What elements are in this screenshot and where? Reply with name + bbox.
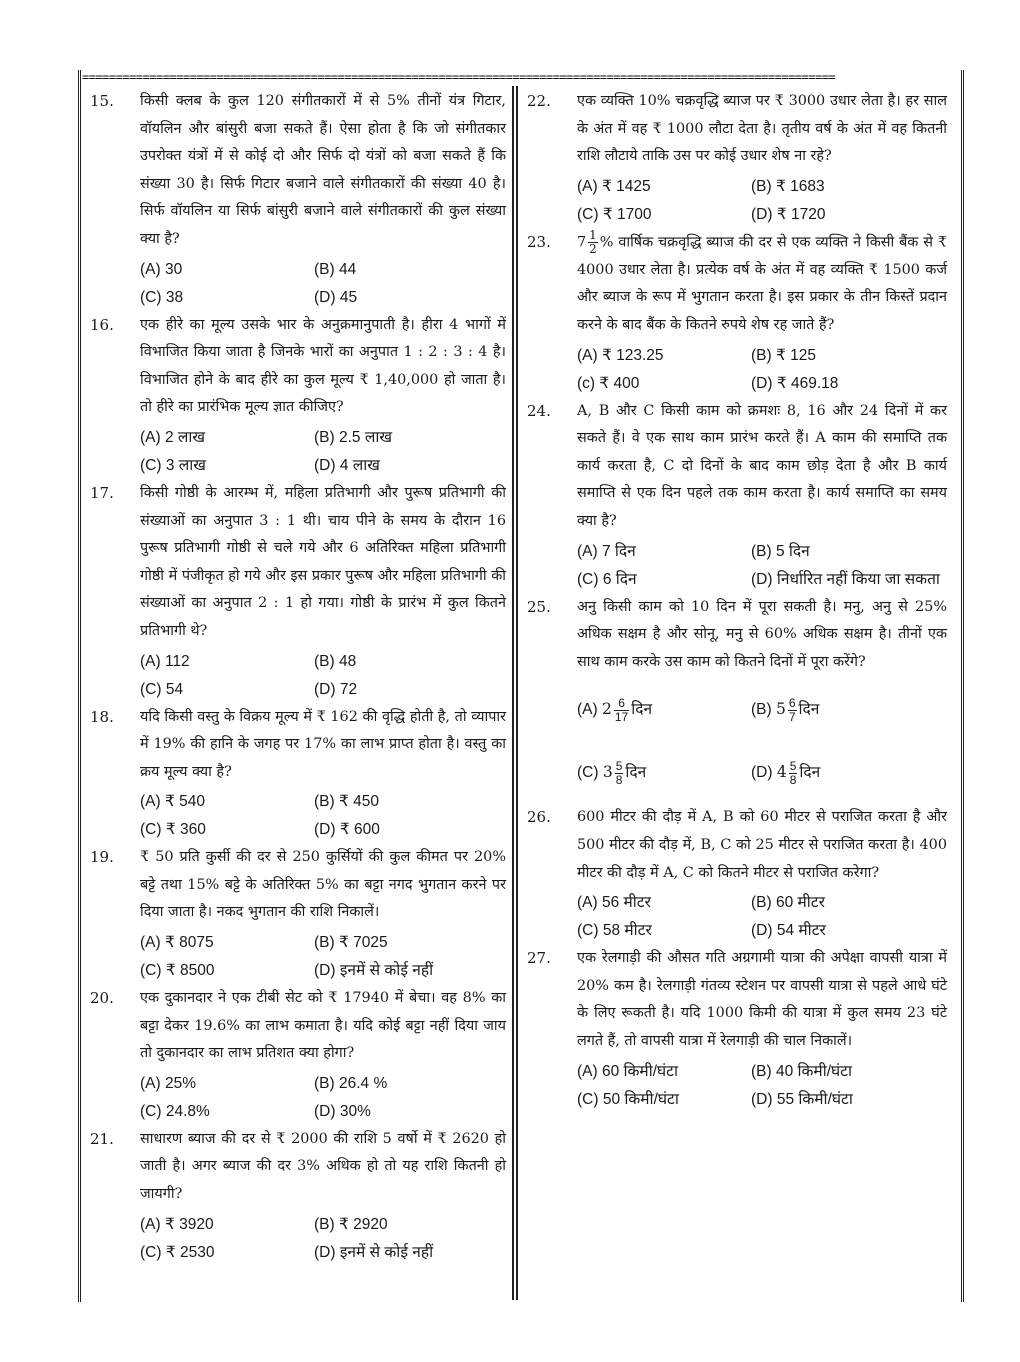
option-c[interactable]: (C) 24.8% xyxy=(140,1102,210,1120)
question-19 xyxy=(88,844,506,985)
options xyxy=(577,1058,947,1114)
question-text: A, B और C किसी काम को क्रमशः 8, 16 और 24 दिनों में कर सकते हैं। वे एक साथ काम प्रारंभ करते हैं। A काम की समाप्ति तक कार्य करता है, C दो दिनों के बाद काम छोड़ देता है और B कार्य समाप्ति से एक दिन पहले तक काम करता है। कार्य समाप्ति का समय क्या है? xyxy=(577,402,947,530)
option-d[interactable]: (D) 4 लाख xyxy=(314,456,380,474)
option-c[interactable]: (C) ₹ 8500 xyxy=(140,962,215,980)
options xyxy=(140,788,506,844)
question-number: 19. xyxy=(90,848,114,867)
option-b[interactable]: (B) ₹ 450 xyxy=(314,793,379,811)
option-c[interactable]: (C) ₹ 2530 xyxy=(140,1243,215,1261)
question-number: 21. xyxy=(90,1129,114,1148)
option-d[interactable]: (D) ₹ 1720 xyxy=(751,205,826,223)
top-border: ================================================================================================================ xyxy=(82,70,836,84)
question-number: 24. xyxy=(527,401,551,420)
option-b[interactable]: (B) 44 xyxy=(314,260,357,278)
option-a[interactable]: (A) 112 xyxy=(140,652,190,670)
whole: 2 xyxy=(601,700,612,719)
numerator: 6 xyxy=(788,695,796,710)
option-a[interactable]: (A) 25% xyxy=(140,1074,196,1092)
question-number: 15. xyxy=(90,92,114,110)
question-15 xyxy=(88,88,506,312)
question-text: एक हीरे का मूल्य उसके भार के अनुक्रमानुपाती है। हीरा 4 भागों में विभाजित किया जाता है जिनके भारों का अनुपात 1 : 2 : 3 : 4 है। विभाजित होने के बाद हीरे का कुल मूल्य ₹ 1,40,000 हो जाता है। तो हीरे का प्रारंभिक मूल्य ज्ञात कीजिए? xyxy=(140,316,506,416)
question-26 xyxy=(525,804,947,945)
option-d[interactable]: (D) ₹ 469.18 xyxy=(751,374,839,392)
option-c[interactable]: (C) 58 मीटर xyxy=(577,922,652,940)
denominator: 17 xyxy=(614,709,629,724)
options xyxy=(577,342,947,398)
option-d[interactable]: (D) निर्धारित नहीं किया जा सकता xyxy=(751,570,940,588)
option-b[interactable]: (B) ₹ 125 xyxy=(751,346,816,364)
question-text: ₹ 50 प्रति कुर्सी की दर से 250 कुर्सियों की कुल कीमत पर 20% बट्टे तथा 15% बट्टे के अतिरिक्त 5% का बट्टा नगद भुगतान करने पर दिया जाता है। नकद भुगतान की राशि निकालें। xyxy=(140,849,506,921)
denominator: 8 xyxy=(615,772,623,787)
question-text: यदि किसी वस्तु के विक्रय मूल्य में ₹ 162 की वृद्धि होती है, तो व्यापार में 19% की हानि के जगह पर 17% का लाभ प्राप्त होता है। वस्तु का क्रय मूल्य क्या है? xyxy=(140,708,506,780)
question-text: किसी क्लब के कुल 120 संगीतकारों में से 5% तीनों यंत्र गिटार, वॉयलिन और बांसुरी बजा सकते हैं। ऐसा होता है कि जो संगीतकार उपरोक्त यंत्रों में से कोई दो और सिर्फ दो यंत्रों को बजा सकते हैं कि संख्या 30 है। सिर्फ गिटार बजाने वाले संगीतकारों की संख्या 40 है। सिर्फ वॉयलिन या सिर्फ बांसुरी बजाने वाले संगीतकारों की कुल संख्या क्या है? xyxy=(140,93,506,247)
option-d[interactable]: (D) 30% xyxy=(314,1102,371,1120)
question-21 xyxy=(88,1126,506,1267)
whole: 5 xyxy=(775,700,786,719)
option-c[interactable]: (C) ₹ 1700 xyxy=(577,205,652,223)
option-a[interactable]: (A) ₹ 540 xyxy=(140,793,205,811)
option-b[interactable]: (B) 60 मीटर xyxy=(751,894,825,912)
option-a[interactable]: (A) ₹ 1425 xyxy=(577,177,651,195)
option-d[interactable]: (D) 72 xyxy=(314,680,358,698)
question-number: 17. xyxy=(90,483,114,502)
rate-numerator: 1 xyxy=(589,227,597,242)
question-text xyxy=(577,229,947,340)
option-label: (D) xyxy=(751,764,773,782)
option-d[interactable]: (D) 54 मीटर xyxy=(751,922,826,940)
rate-whole: 7 xyxy=(577,234,587,251)
question-22 xyxy=(525,88,947,229)
fraction xyxy=(789,760,798,787)
unit: दिन xyxy=(625,764,647,782)
option-b[interactable]: (B) 5 दिन xyxy=(751,542,810,560)
option-a[interactable] xyxy=(577,678,751,741)
unit: दिन xyxy=(798,701,820,719)
option-a[interactable]: (A) ₹ 3920 xyxy=(140,1215,214,1233)
question-text: एक दुकानदार ने एक टीबी सेट को ₹ 17940 में बेचा। वह 8% का बट्टा देकर 19.6% का लाभ कमाता है। यदि कोई बट्टा नहीं दिया जाय तो दुकानदार का लाभ प्रतिशत क्या होगा? xyxy=(140,990,506,1062)
option-label: (A) xyxy=(577,701,598,719)
option-b[interactable]: (B) 40 किमी/घंटा xyxy=(751,1062,853,1080)
option-c[interactable]: (C) 6 दिन xyxy=(577,570,637,588)
options xyxy=(577,173,947,229)
option-a[interactable]: (A) 7 दिन xyxy=(577,542,636,560)
options xyxy=(140,1211,506,1267)
options xyxy=(577,538,947,594)
option-c[interactable] xyxy=(577,741,751,804)
option-a[interactable]: (A) 30 xyxy=(140,260,183,278)
column-divider xyxy=(512,86,518,1300)
option-b[interactable]: (B) 2.5 लाख xyxy=(314,428,393,446)
option-c[interactable]: (C) ₹ 360 xyxy=(140,821,206,839)
options xyxy=(140,256,506,312)
unit: दिन xyxy=(631,701,653,719)
denominator: 7 xyxy=(788,709,796,724)
question-number: 26. xyxy=(527,808,551,827)
option-a[interactable]: (A) ₹ 123.25 xyxy=(577,346,664,364)
options xyxy=(140,929,506,985)
option-b[interactable] xyxy=(751,678,947,741)
question-number: 18. xyxy=(90,707,114,726)
question-27 xyxy=(525,945,947,1113)
question-number: 23. xyxy=(527,232,551,251)
question-text: किसी गोष्ठी के आरम्भ में, महिला प्रतिभागी और पुरूष प्रतिभागी की संख्याओं का अनुपात 3 : 1 थी। चाय पीने के समय के दौरान 16 पुरूष प्रतिभागी गोष्ठी से चले गये और 6 अतिरिक्त महिला प्रतिभागी गोष्ठी में पंजीकृत हो गये और इस प्रकार पुरूष और महिला प्रतिभागी की संख्याओं का अनुपात 2 : 1 हो गया। गोष्ठी के प्रारंभ में कुल कितने प्रतिभागी थे? xyxy=(140,484,506,639)
option-d[interactable] xyxy=(751,741,947,804)
question-24 xyxy=(525,398,947,594)
question-text: एक व्यक्ति 10% चक्रवृद्धि ब्याज पर ₹ 3000 उधार लेता है। हर साल के अंत में वह ₹ 1000 लौटा देता है। तृतीय वर्ष के अंत में वह कितनी राशि लौटाये ताकि उस पर कोई उधार शेष ना रहे? xyxy=(577,93,947,165)
left-column xyxy=(88,88,506,1267)
option-b[interactable]: (B) 48 xyxy=(314,652,357,670)
option-label: (C) xyxy=(577,764,599,782)
question-body: % वार्षिक चक्रवृद्धि ब्याज की दर से एक व्यक्ति ने किसी बैंक से ₹ 4000 उधार लेता है। प्रत्येक वर्ष के अंत में वह व्यक्ति ₹ 1500 कर्ज और ब्याज के रूप में भुगतान करता है। इस प्रकार के तीन किस्तें प्रदान करने के बाद बैंक के कितने रुपये शेष रह जाते हैं? xyxy=(577,234,947,334)
option-b[interactable]: (B) 26.4 % xyxy=(314,1074,388,1092)
right-column xyxy=(525,88,947,1114)
options xyxy=(577,678,947,804)
unit: दिन xyxy=(799,764,821,782)
options xyxy=(140,1070,506,1126)
numerator: 5 xyxy=(789,758,797,773)
option-d[interactable]: (D) इनमें से कोई नहीं xyxy=(314,1243,434,1261)
option-a[interactable]: (A) 60 किमी/घंटा xyxy=(577,1062,679,1080)
numerator: 6 xyxy=(618,695,625,710)
question-16 xyxy=(88,312,506,480)
options xyxy=(577,889,947,945)
question-25 xyxy=(525,594,947,805)
option-b[interactable]: (B) ₹ 2920 xyxy=(314,1215,388,1233)
option-d[interactable]: (D) 55 किमी/घंटा xyxy=(751,1090,853,1108)
option-c[interactable]: (c) ₹ 400 xyxy=(577,374,640,392)
option-c[interactable]: (C) 3 लाख xyxy=(140,456,206,474)
denominator: 8 xyxy=(789,772,797,787)
question-17 xyxy=(88,480,506,704)
option-b[interactable]: (B) ₹ 7025 xyxy=(314,934,388,952)
option-a[interactable]: (A) ₹ 8075 xyxy=(140,934,214,952)
question-23 xyxy=(525,229,947,398)
option-a[interactable]: (A) 56 मीटर xyxy=(577,894,651,912)
option-c[interactable]: (C) 54 xyxy=(140,680,184,698)
question-18 xyxy=(88,704,506,845)
question-number: 22. xyxy=(527,92,551,110)
question-20 xyxy=(88,985,506,1126)
question-text: एक रेलगाड़ी की औसत गति अग्रगामी यात्रा की अपेक्षा वापसी यात्रा में 20% कम है। रेलगाड़ी गंतव्य स्टेशन पर वापसी यात्रा से पहले आधे घंटे के लिए रूकती है। यदि 1000 किमी की यात्रा में कुल समय 23 घंटे लगते हैं, तो वापसी यात्रा में रेलगाड़ी की चाल निकालें। xyxy=(577,950,947,1049)
rate-fraction xyxy=(588,229,598,256)
whole: 4 xyxy=(776,763,787,782)
option-d[interactable]: (D) इनमें से कोई नहीं xyxy=(314,962,434,980)
options xyxy=(140,424,506,480)
numerator: 5 xyxy=(615,758,623,773)
question-text: साधारण ब्याज की दर से ₹ 2000 की राशि 5 वर्षो में ₹ 2620 हो जाती है। अगर ब्याज की दर 3% अधिक हो तो यह राशि कितनी हो जायगी? xyxy=(140,1130,506,1203)
question-number: 27. xyxy=(527,949,551,968)
question-text: 600 मीटर की दौड़ में A, B को 60 मीटर से पराजित करता है और 500 मीटर की दौड़ में, B, C को 25 मीटर से पराजित करता है। 400 मीटर की दौड़ में A, C को कितने मीटर से पराजित करेगा? xyxy=(577,809,947,881)
option-d[interactable]: (D) ₹ 600 xyxy=(314,821,380,839)
option-b[interactable]: (B) ₹ 1683 xyxy=(751,177,825,195)
option-label: (B) xyxy=(751,701,772,719)
options xyxy=(140,648,506,704)
fraction xyxy=(788,697,797,724)
fraction xyxy=(614,697,629,724)
option-c[interactable]: (C) 38 xyxy=(140,288,184,306)
whole: 3 xyxy=(602,763,613,782)
question-text: अनु किसी काम को 10 दिन में पूरा सकती है। मनु, अनु से 25% अधिक सक्षम है और सोनू, मनु से 60% अधिक सक्षम है। तीनों एक साथ काम करके उस काम को कितने दिनों में पूरा करेंगे? xyxy=(577,598,947,670)
option-d[interactable]: (D) 45 xyxy=(314,288,358,306)
option-c[interactable]: (C) 50 किमी/घंटा xyxy=(577,1090,679,1108)
question-number: 16. xyxy=(90,315,114,334)
question-number: 25. xyxy=(527,597,551,616)
question-number: 20. xyxy=(90,989,114,1008)
rate-denominator: 2 xyxy=(589,241,597,256)
option-a[interactable]: (A) 2 लाख xyxy=(140,428,206,446)
fraction xyxy=(615,760,624,787)
